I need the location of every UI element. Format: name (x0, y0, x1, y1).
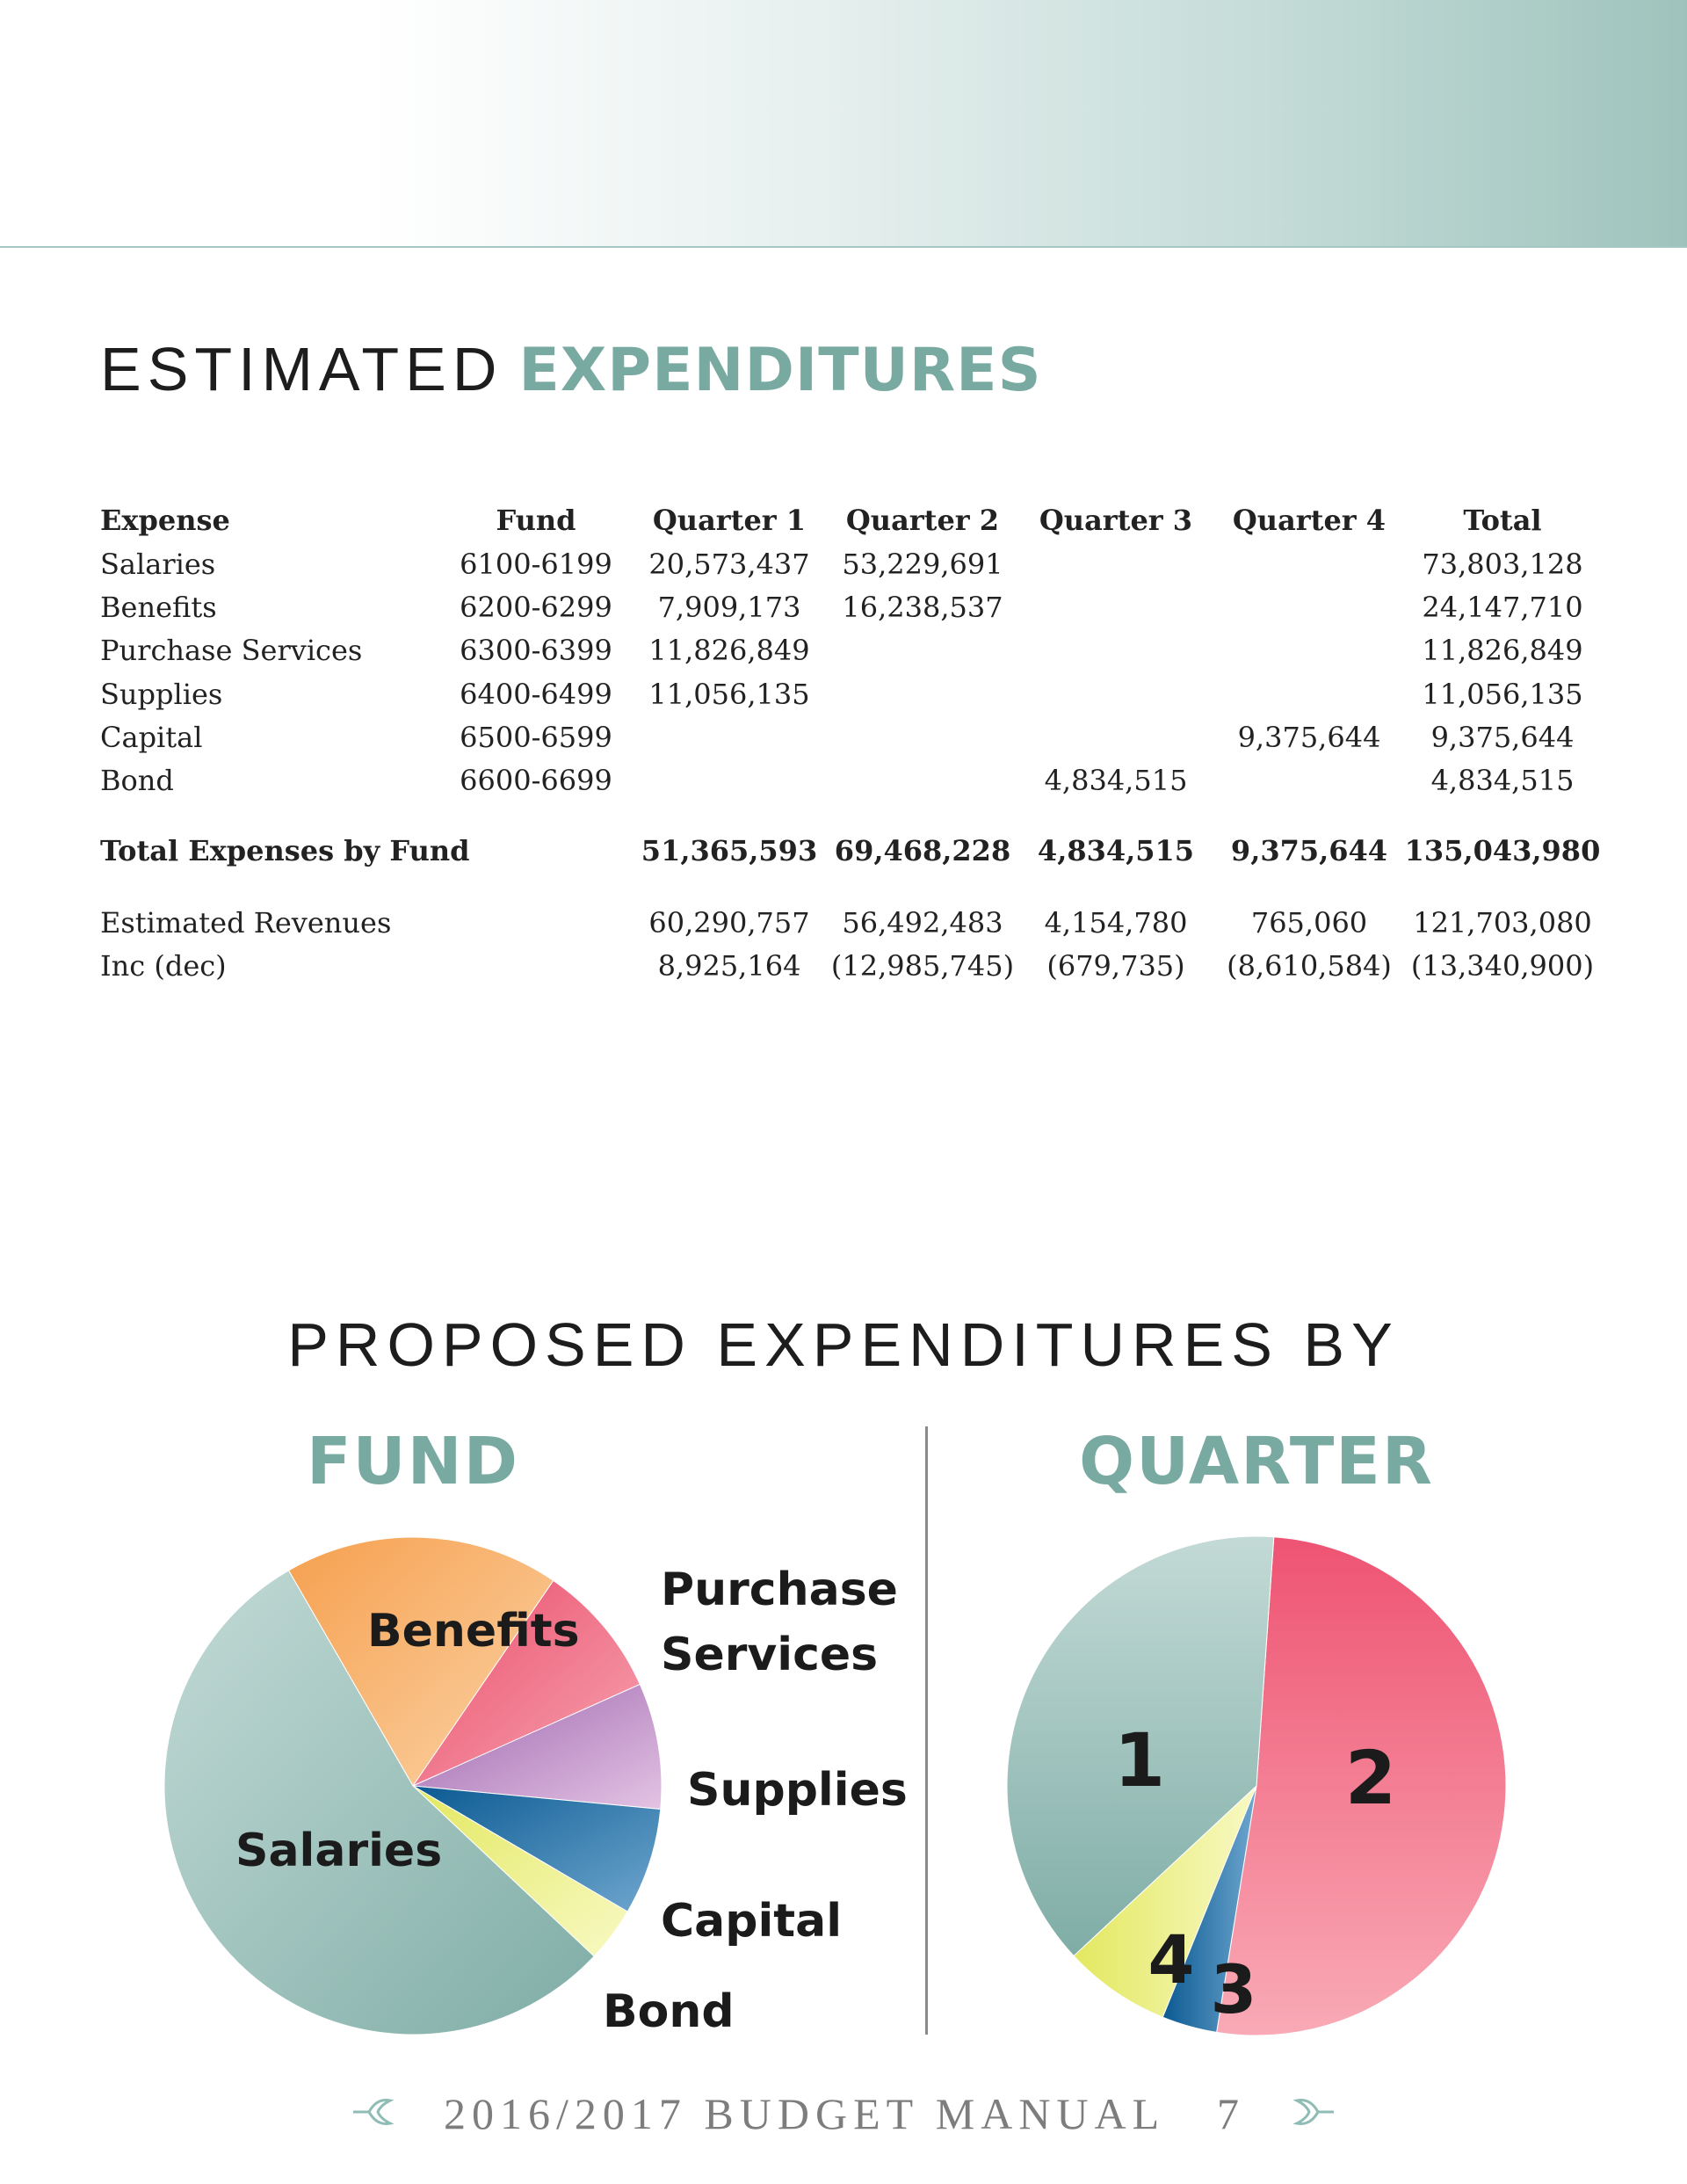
revenue-cell: 765,060 (1250, 906, 1368, 940)
total-cell: 4,834,515 (1037, 834, 1195, 867)
left-ornament-icon (351, 2090, 395, 2134)
right-ornament-icon (1292, 2090, 1336, 2134)
quarter-label-3: 3 (1210, 1950, 1257, 2028)
table-cell: 6400-6499 (460, 678, 612, 711)
row-label: Supplies (100, 678, 223, 711)
page-number: 7 (1217, 2089, 1239, 2138)
table-header: Expense (100, 504, 230, 537)
row-label: Purchase Services (100, 634, 363, 667)
table-cell: 16,238,537 (842, 591, 1003, 624)
table-cell: 4,834,515 (1430, 764, 1575, 797)
revenue-cell: (13,340,900) (1410, 949, 1595, 983)
table-cell: 9,375,644 (1430, 721, 1575, 754)
fund-label-purchase-services: Services (661, 1629, 879, 1681)
revenue-cell: 4,154,780 (1044, 906, 1188, 940)
table-cell: 53,229,691 (842, 548, 1003, 581)
row-label: Benefits (100, 591, 217, 624)
revenue-cell: 121,703,080 (1413, 906, 1592, 940)
section-title: PROPOSED EXPENDITURES BY (287, 1310, 1400, 1379)
title-bold-text: EXPENDITURES (518, 336, 1042, 405)
fund-label-benefits: Benefits (367, 1605, 580, 1658)
fund-label-bond: Bond (603, 1985, 735, 2038)
table-header: Quarter 2 (845, 504, 1000, 537)
table-cell: 11,826,849 (648, 634, 810, 667)
table-header: Quarter 4 (1232, 504, 1387, 537)
table-cell: 20,573,437 (648, 548, 810, 581)
table-cell: 6500-6599 (460, 721, 612, 754)
table-cell: 11,056,135 (648, 678, 810, 711)
table-cell: 24,147,710 (1422, 591, 1583, 624)
quarter-label-2: 2 (1344, 1735, 1397, 1821)
table-cell: 6300-6399 (460, 634, 612, 667)
table-cell: 73,803,128 (1422, 548, 1583, 581)
footer (0, 2083, 1687, 2144)
table-header: Total (1463, 504, 1542, 537)
total-row-label: Total Expenses by Fund (100, 834, 470, 867)
row-label: Bond (100, 764, 174, 797)
quarter-heading: QUARTER (1079, 1424, 1434, 1499)
table-cell: 11,056,135 (1422, 678, 1583, 711)
table-cell: 4,834,515 (1044, 764, 1188, 797)
quarter-label-1: 1 (1113, 1717, 1166, 1803)
revenue-cell: (679,735) (1046, 949, 1185, 983)
footer-title: 2016/2017 BUDGET MANUAL (444, 2089, 1166, 2138)
total-cell: 51,365,593 (641, 834, 818, 867)
fund-label-purchase-services: Purchase (661, 1564, 898, 1616)
revenue-row-label: Estimated Revenues (100, 906, 392, 940)
table-cell: 7,909,173 (657, 591, 801, 624)
revenue-cell: 8,925,164 (657, 949, 801, 983)
revenue-cell: (12,985,745) (830, 949, 1015, 983)
row-label: Capital (100, 721, 203, 754)
revenue-cell: (8,610,584) (1227, 949, 1392, 983)
fund-label-capital: Capital (661, 1895, 843, 1948)
revenue-row-label: Inc (dec) (100, 949, 227, 983)
table-cell: 9,375,644 (1237, 721, 1381, 754)
revenue-cell: 60,290,757 (648, 906, 810, 940)
fund-label-salaries: Salaries (235, 1825, 443, 1877)
fund-heading: FUND (307, 1424, 519, 1499)
table-cell: 11,826,849 (1422, 634, 1583, 667)
table-header: Fund (496, 504, 576, 537)
total-cell: 9,375,644 (1230, 834, 1388, 867)
title-light-text: ESTIMATED (100, 335, 503, 403)
row-label: Salaries (100, 548, 216, 581)
revenue-cell: 56,492,483 (842, 906, 1003, 940)
table-header: Quarter 1 (652, 504, 807, 537)
table-cell: 6100-6199 (460, 548, 612, 581)
total-cell: 69,468,228 (834, 834, 1011, 867)
table-header: Quarter 3 (1039, 504, 1193, 537)
table-cell: 6600-6699 (460, 764, 612, 797)
quarter-label-4: 4 (1148, 1920, 1195, 1999)
fund-label-supplies: Supplies (687, 1764, 908, 1817)
table-cell: 6200-6299 (460, 591, 612, 624)
total-cell: 135,043,980 (1404, 834, 1601, 867)
